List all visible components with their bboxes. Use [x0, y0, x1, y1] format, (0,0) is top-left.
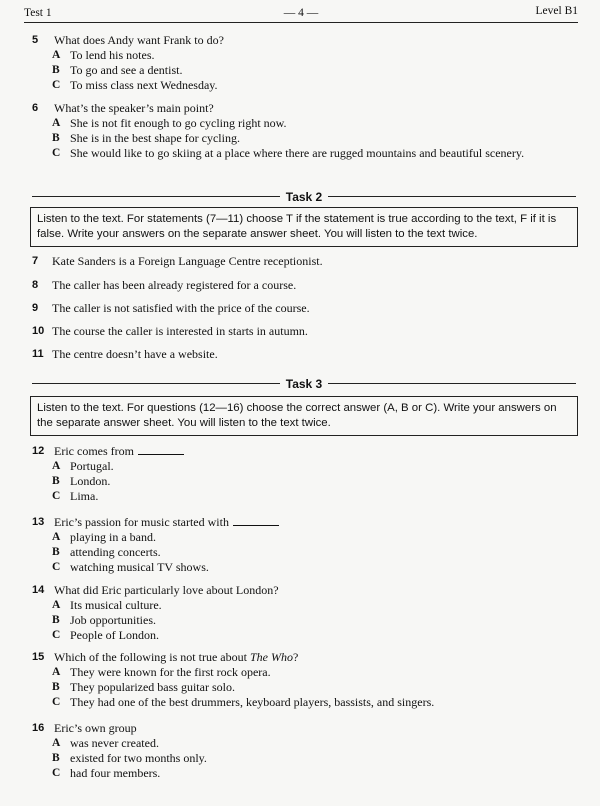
option-b	[32, 131, 580, 146]
option-c	[32, 146, 580, 161]
option-b	[32, 751, 580, 766]
question-stem: Eric comes from	[54, 444, 134, 458]
option-letter: A	[52, 599, 61, 611]
statement-text: The caller has been already registered for a course.	[52, 278, 297, 292]
option-text: She is in the best shape for cycling.	[70, 131, 240, 145]
question-stem: What’s the speaker’s main point?	[54, 101, 214, 115]
question-number: 5	[32, 34, 39, 46]
option-text: She is not fit enough to go cycling right now.	[70, 116, 287, 130]
statement-11	[32, 347, 580, 362]
question-12	[32, 444, 580, 504]
option-c	[32, 695, 580, 710]
statement-text: The centre doesn’t have a website.	[52, 347, 218, 361]
option-text: Portugal.	[70, 459, 114, 473]
option-b	[32, 474, 580, 489]
statement-number: 9	[32, 302, 39, 314]
option-c	[32, 560, 580, 575]
option-letter: B	[52, 546, 60, 558]
statement-text: The course the caller is interested in starts in autumn.	[52, 324, 308, 338]
question-number: 16	[32, 722, 45, 734]
question-number: 15	[32, 651, 45, 663]
question-stem: What did Eric particularly love about London?	[54, 583, 279, 597]
question-stem	[32, 650, 580, 665]
option-text: Job opportunities.	[70, 613, 156, 627]
statement-10	[32, 324, 580, 339]
statement-number: 10	[32, 325, 45, 337]
test-label: Test 1	[24, 7, 52, 19]
option-text: attending concerts.	[70, 545, 161, 559]
option-letter: B	[52, 64, 60, 76]
band-name: The Who	[249, 650, 293, 664]
statement-number: 8	[32, 279, 39, 291]
option-letter: B	[52, 752, 60, 764]
question-stem: Eric’s own group	[54, 721, 137, 735]
option-a	[32, 665, 580, 680]
option-a	[32, 598, 580, 613]
page-header	[24, 4, 578, 23]
option-text: She would like to go skiing at a place where there are rugged mountains and beautiful scenery.	[70, 146, 525, 160]
option-c	[32, 78, 580, 93]
question-stem: Eric’s passion for music started with	[54, 515, 229, 529]
statement-text: Kate Sanders is a Foreign Language Centre receptionist.	[52, 254, 323, 268]
task-3-instructions: Listen to the text. For questions (12—16) choose the correct answer (A, B or C). Write your answers on the separate answer sheet. You will listen to the text twice.	[30, 396, 578, 436]
option-text: existed for two months only.	[70, 751, 207, 765]
option-c	[32, 489, 580, 504]
option-a	[32, 530, 580, 545]
task-2-divider	[32, 188, 576, 204]
option-letter: A	[52, 460, 61, 472]
question-15	[32, 650, 580, 710]
question-number: 14	[32, 584, 45, 596]
option-letter: A	[52, 49, 61, 61]
question-6	[32, 101, 580, 161]
task-2-title: Task 2	[280, 190, 328, 204]
option-text: playing in a band.	[70, 530, 156, 544]
statement-text: The caller is not satisfied with the price of the course.	[52, 301, 310, 315]
statement-number: 11	[32, 348, 44, 360]
option-text: Lima.	[70, 489, 99, 503]
option-c	[32, 628, 580, 643]
question-stem: What does Andy want Frank to do?	[54, 33, 224, 47]
answer-blank	[233, 516, 279, 526]
option-b	[32, 680, 580, 695]
option-letter: B	[52, 475, 60, 487]
option-letter: A	[52, 666, 61, 678]
option-c	[32, 766, 580, 781]
option-letter: C	[52, 79, 61, 91]
option-a	[32, 736, 580, 751]
option-text: had four members.	[70, 766, 161, 780]
option-a	[32, 48, 580, 63]
statement-9	[32, 301, 580, 316]
stem-text: Which of the following is not true about	[54, 650, 250, 664]
option-text: People of London.	[70, 628, 159, 642]
option-b	[32, 545, 580, 560]
level-label: Level B1	[535, 5, 578, 17]
question-number: 6	[32, 102, 39, 114]
question-number: 12	[32, 445, 45, 457]
option-letter: C	[52, 147, 61, 159]
option-text: They popularized bass guitar solo.	[70, 680, 235, 694]
option-letter: B	[52, 132, 60, 144]
task-2-instructions: Listen to the text. For statements (7—11) choose T if the statement is true according to the text, F if it is false. Write your answers on the separate answer sheet. You will listen to the text twice.	[30, 207, 578, 247]
option-text: was never created.	[70, 736, 159, 750]
option-letter: A	[52, 531, 61, 543]
option-letter: B	[52, 614, 60, 626]
option-b	[32, 613, 580, 628]
option-letter: C	[52, 490, 61, 502]
question-13	[32, 515, 580, 575]
question-16	[32, 721, 580, 781]
statement-number: 7	[32, 255, 39, 267]
answer-blank	[138, 445, 184, 455]
option-text: To miss class next Wednesday.	[70, 78, 218, 92]
question-14	[32, 583, 580, 643]
statement-8	[32, 278, 580, 293]
option-letter: B	[52, 681, 60, 693]
option-text: To go and see a dentist.	[70, 63, 183, 77]
question-5	[32, 33, 580, 93]
task-3-divider	[32, 375, 576, 391]
option-text: London.	[70, 474, 111, 488]
option-letter: A	[52, 737, 61, 749]
option-text: They were known for the first rock opera.	[70, 665, 271, 679]
option-letter: C	[52, 767, 61, 779]
option-letter: C	[52, 561, 61, 573]
option-a	[32, 459, 580, 474]
option-text: Its musical culture.	[70, 598, 162, 612]
option-a	[32, 116, 580, 131]
task-3-title: Task 3	[280, 377, 328, 391]
question-number: 13	[32, 516, 45, 528]
statement-7	[32, 254, 580, 269]
option-text: watching musical TV shows.	[70, 560, 209, 574]
option-text: To lend his notes.	[70, 48, 155, 62]
page-number: — 4 —	[283, 7, 319, 19]
option-letter: A	[52, 117, 61, 129]
option-text: They had one of the best drummers, keyboard players, bassists, and singers.	[70, 695, 435, 709]
stem-end: ?	[292, 650, 299, 664]
option-letter: C	[52, 629, 61, 641]
option-letter: C	[52, 696, 61, 708]
option-b	[32, 63, 580, 78]
